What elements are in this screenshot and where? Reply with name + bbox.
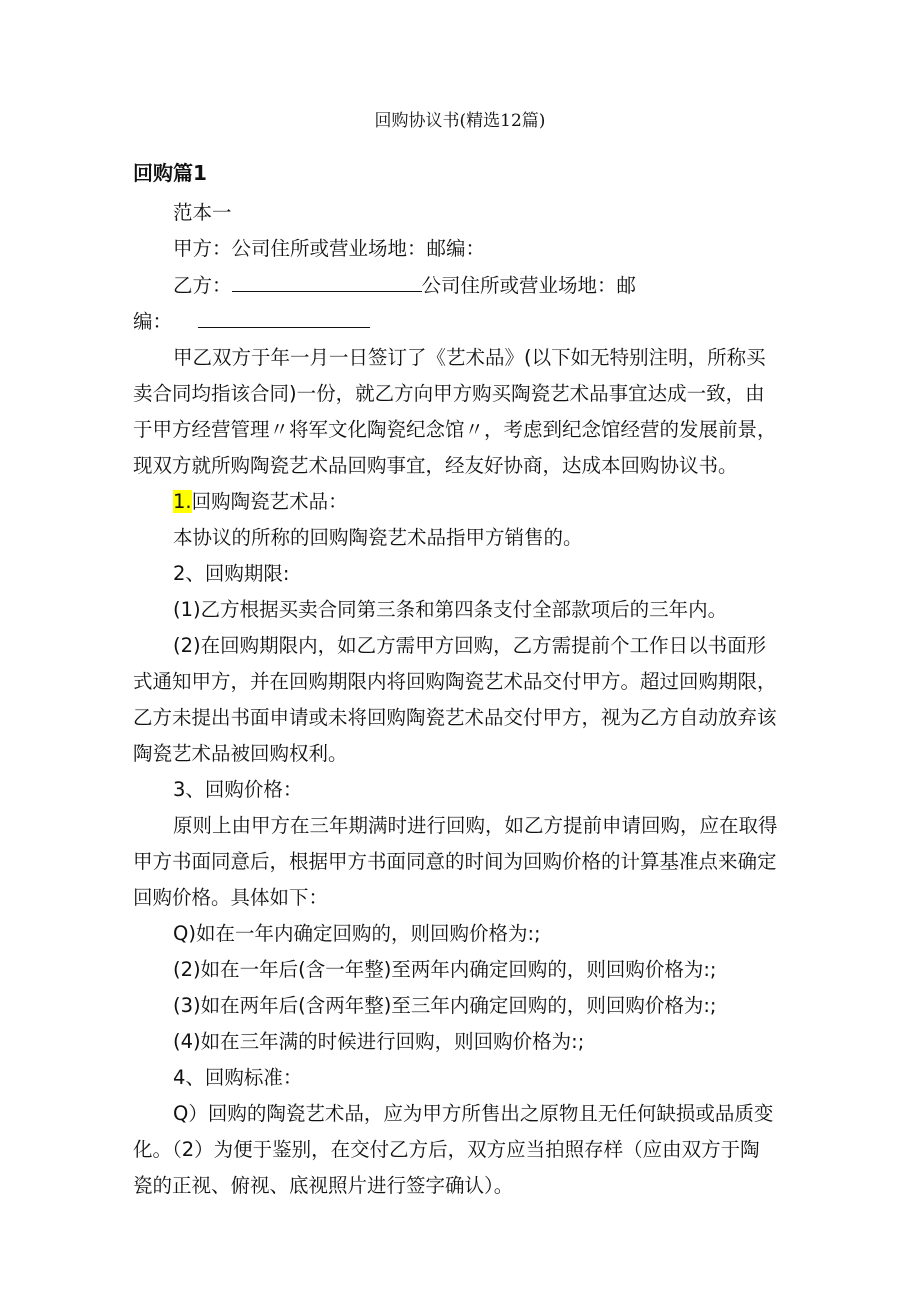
party-b-zip-label: 编：: [133, 310, 173, 333]
clause3-text-line2: 甲方书面同意后，根据甲方书面同意的时间为回购价格的计算基准点来确定: [133, 850, 777, 873]
clause2-item2-line3: 乙方未提出书面申请或未将回购陶瓷艺术品交付甲方，视为乙方自动放弃该: [133, 706, 777, 729]
clause2-item1: (1)乙方根据买卖合同第三条和第四条支付全部款项后的三年内。: [173, 598, 728, 621]
section-heading: 回购篇1: [133, 161, 207, 185]
clause3-item4: (4)如在三年满的时候进行回购，则回购价格为:;: [173, 1030, 585, 1053]
clause2-item2-line2: 式通知甲方，并在回购期限内将回购陶瓷艺术品交付甲方。超过回购期限，: [133, 670, 777, 693]
party-b-zip-blank: [198, 307, 370, 328]
intro-line-4: 现双方就所购陶瓷艺术品回购事宜，经友好协商，达成本回购协议书。: [133, 454, 738, 477]
clause3-item3: (3)如在两年后(含两年整)至三年内确定回购的，则回购价格为:;: [173, 994, 717, 1017]
clause2-heading: 2、回购期限:: [173, 562, 290, 585]
clause2-item2-line1: (2)在回购期限内，如乙方需甲方回购，乙方需提前个工作日以书面形: [173, 634, 767, 657]
clause1-text: 本协议的所称的回购陶瓷艺术品指甲方销售的。: [173, 526, 583, 549]
party-b-line: [173, 271, 636, 300]
party-b-zip-line: [133, 307, 370, 336]
clause3-text-line3: 回购价格。具体如下：: [133, 886, 329, 909]
party-b-blank: [232, 271, 422, 292]
intro-line-1: 甲乙双方于年一月一日签订了《艺术品》(以下如无特别注明，所称买: [173, 346, 766, 369]
party-b-prefix: 乙方：: [173, 274, 232, 297]
clause3-item2: (2)如在一年后(含一年整)至两年内确定回购的，则回购价格为:;: [173, 958, 717, 981]
clause2-item2-line4: 陶瓷艺术品被回购权利。: [133, 742, 348, 765]
intro-line-2: 卖合同均指该合同)一份，就乙方向甲方购买陶瓷艺术品事宜达成一致，由: [133, 382, 765, 405]
document-title: 回购协议书(精选12篇): [374, 111, 546, 131]
party-a-line: 甲方：公司住所或营业场地：邮编：: [173, 237, 486, 260]
clause4-text-line2: 化。（2）为便于鉴别，在交付乙方后，双方应当拍照存样（应由双方于陶: [133, 1138, 760, 1161]
template-label: 范本一: [173, 201, 232, 224]
clause4-text-line3: 瓷的正视、俯视、底视照片进行签字确认）。: [133, 1174, 514, 1197]
clause3-text-line1: 原则上由甲方在三年期满时进行回购，如乙方提前申请回购，应在取得: [173, 814, 778, 837]
clause3-heading: 3、回购价格：: [173, 778, 303, 801]
clause3-item1: Q)如在一年内确定回购的，则回购价格为:;: [173, 922, 541, 945]
clause4-text-line1: Q）回购的陶瓷艺术品，应为甲方所售出之原物且无任何缺损或品质变: [173, 1102, 774, 1125]
party-b-suffix: 公司住所或营业场地：邮: [421, 274, 637, 297]
clause1-heading-text: 回购陶瓷艺术品：: [191, 490, 348, 513]
clause4-heading: 4、回购标准：: [173, 1066, 303, 1089]
intro-line-3: 于甲方经营管理〃将军文化陶瓷纪念馆〃，考虑到纪念馆经营的发展前景，: [133, 418, 777, 441]
clause1-number: 1.: [173, 490, 192, 513]
clause1-heading: [173, 488, 348, 516]
